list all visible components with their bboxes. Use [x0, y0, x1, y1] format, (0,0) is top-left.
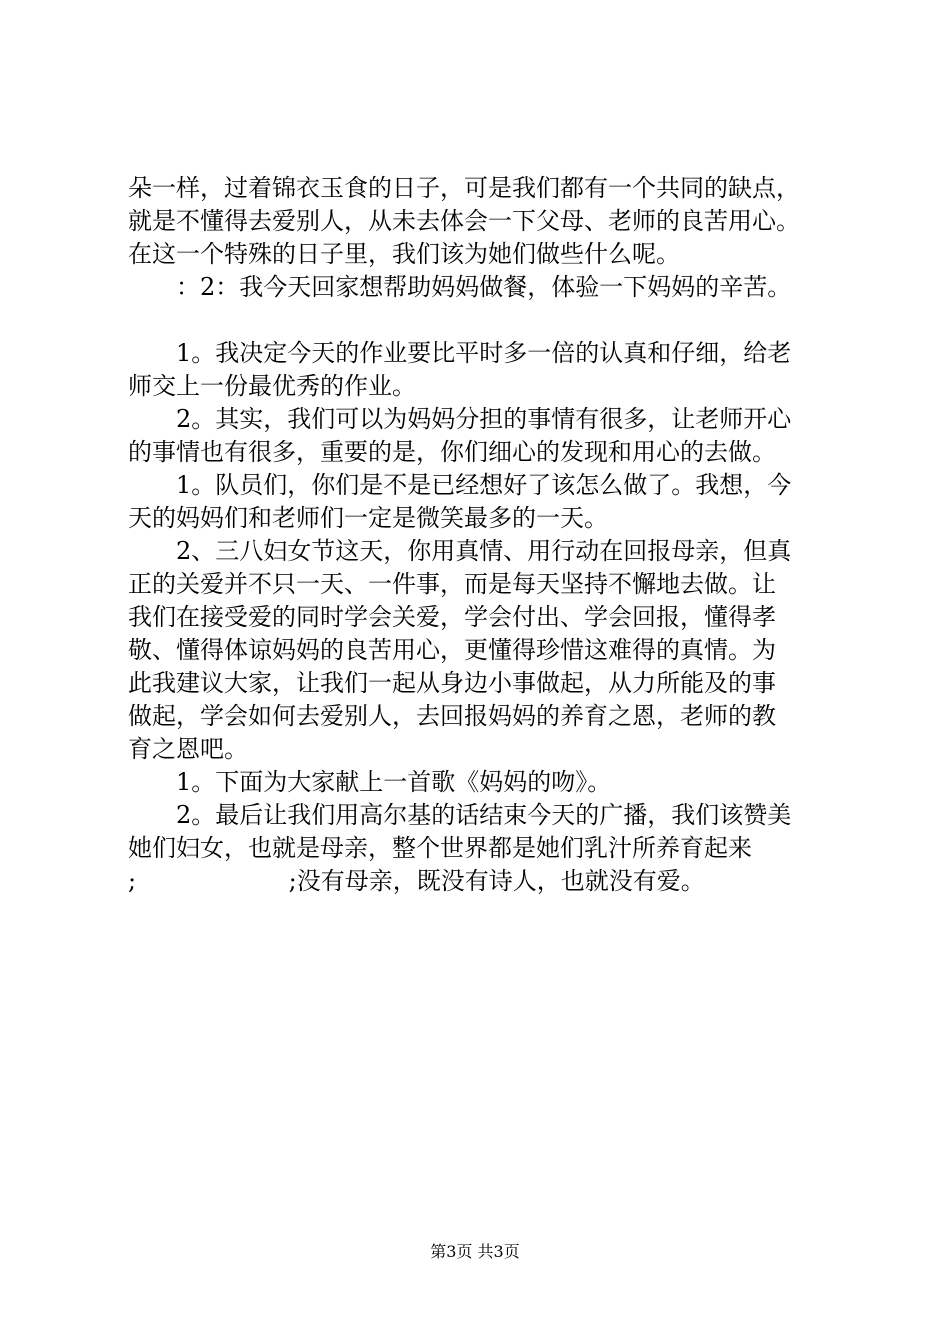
body-line: 我们在接受爱的同时学会关爱，学会付出、学会回报，懂得孝: [128, 603, 776, 631]
body-line: 天的妈妈们和老师们一定是微笑最多的一天。: [128, 504, 608, 532]
body-line: 在这一个特殊的日子里，我们该为她们做些什么呢。: [128, 240, 680, 268]
body-line: 2、三八妇女节这天，你用真情、用行动在回报母亲，但真: [176, 537, 792, 565]
body-line: ：2：我今天回家想帮助妈妈做餐，体验一下妈妈的辛苦。: [176, 273, 792, 301]
body-line: 她们妇女，也就是母亲，整个世界都是她们乳汁所养育起来: [128, 834, 752, 862]
body-line: 2。最后让我们用高尔基的话结束今天的广播，我们该赞美: [176, 801, 792, 829]
body-line: 朵一样，过着锦衣玉食的日子，可是我们都有一个共同的缺点，: [128, 174, 800, 202]
body-line: ; ;没有母亲，既没有诗人，也就没有爱。: [128, 867, 705, 895]
body-line: 2。其实，我们可以为妈妈分担的事情有很多，让老师开心: [176, 405, 792, 433]
body-line: 1。队员们，你们是不是已经想好了该怎么做了。我想，今: [176, 471, 792, 499]
body-line: 1。下面为大家献上一首歌《妈妈的吻》。: [176, 768, 612, 796]
body-line: 的事情也有很多，重要的是，你们细心的发现和用心的去做。: [128, 438, 776, 466]
body-line: 此我建议大家，让我们一起从身边小事做起，从力所能及的事: [128, 669, 776, 697]
body-line: 就是不懂得去爱别人，从未去体会一下父母、老师的良苦用心。: [128, 207, 800, 235]
page-number-footer: 第3页 共3页: [430, 1242, 520, 1261]
body-line: 正的关爱并不只一天、一件事，而是每天坚持不懈地去做。让: [128, 570, 776, 598]
body-line: 育之恩吧。: [128, 735, 248, 763]
body-line: 师交上一份最优秀的作业。: [128, 372, 416, 400]
document-body: [128, 172, 828, 898]
paragraph-gap: [128, 304, 828, 337]
body-line: 做起，学会如何去爱别人，去回报妈妈的养育之恩，老师的教: [128, 702, 776, 730]
body-line: 1。我决定今天的作业要比平时多一倍的认真和仔细，给老: [176, 339, 792, 367]
body-line: 敬、懂得体谅妈妈的良苦用心，更懂得珍惜这难得的真情。为: [128, 636, 776, 664]
